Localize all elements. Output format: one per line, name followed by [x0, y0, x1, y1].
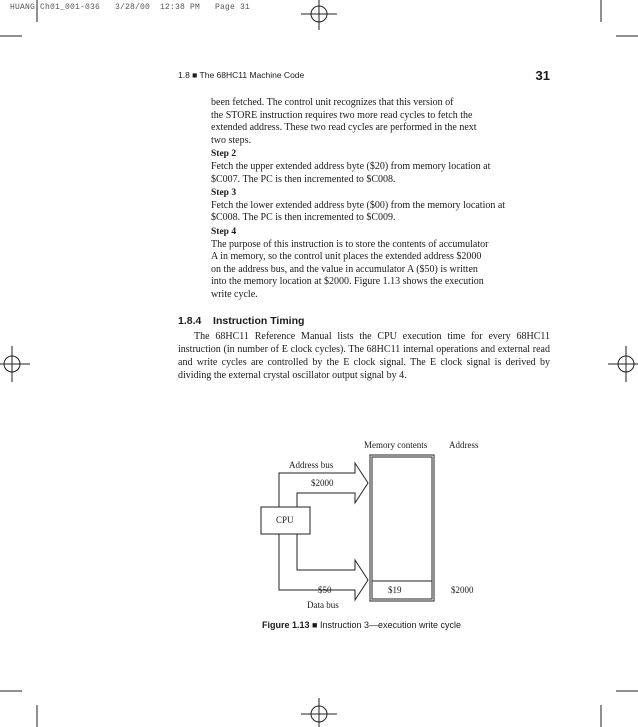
step-heading: Step 3 [211, 188, 237, 199]
text-line: two steps. [211, 134, 251, 146]
address-bus-value: $2000 [311, 478, 334, 488]
address-column-label: Address [449, 440, 479, 450]
text-line: $C007. The PC is then incremented to $C008. [211, 173, 396, 185]
text-line: write cycle. [211, 288, 258, 300]
memory-contents-label: Memory contents [364, 440, 428, 450]
text-line: extended address. These two read cycles are performed in the next [211, 122, 477, 134]
text-line: Fetch the upper extended address byte ($20) from memory location at [211, 160, 491, 172]
text-line: the STORE instruction requires two more read cycles to fetch the [211, 109, 473, 121]
step-heading: Step 2 [211, 149, 237, 160]
memory-cell [372, 581, 432, 599]
address-bus-label: Address bus [289, 460, 334, 470]
data-bus-label: Data bus [307, 600, 339, 610]
figure-caption-text: ■ Instruction 3—execution write cycle [312, 620, 462, 630]
text-line: A in memory, so the control unit places the extended address $2000 [211, 251, 482, 263]
memory-cell-address: $2000 [451, 585, 474, 595]
figure-caption-label: Figure 1.13 [262, 620, 310, 630]
page-number: 31 [535, 68, 550, 83]
data-bus-value: $50 [318, 585, 332, 595]
section-heading: 1.8.4 Instruction Timing [178, 315, 305, 327]
step-heading: Step 4 [211, 226, 237, 237]
text-line: into the memory location at $2000. Figure 1.13 shows the execution [211, 276, 484, 288]
memory-cell-value: $19 [388, 585, 402, 595]
cpu-label: CPU [276, 515, 294, 525]
running-head-section: 1.8 ■ The 68HC11 Machine Code [178, 70, 305, 80]
figure-caption [262, 620, 461, 630]
text-line: on the address bus, and the value in accumulator A ($50) is written [211, 263, 478, 275]
text-line: Fetch the lower extended address byte ($00) from the memory location at [211, 199, 506, 211]
text-line: $C008. The PC is then incremented to $C009. [211, 212, 396, 224]
print-slug-line: HUANG Ch01_001-036 3/28/00 12:38 PM Page 31 [10, 3, 251, 12]
section-body: The 68HC11 Reference Manual lists the CPU execution time for every 68HC11 instruction (in number of E clock cycles). The 68HC11 internal operations and external read and write cycles are controlled by the E clock signal. The E clock signal is derived by dividing the external crystal oscillator output signal by 4. [178, 331, 550, 381]
text-line: The purpose of this instruction is to store the contents of accumulator [211, 238, 489, 250]
text-line: been fetched. The control unit recognizes that this version of [211, 97, 454, 108]
memory-block [370, 455, 434, 601]
